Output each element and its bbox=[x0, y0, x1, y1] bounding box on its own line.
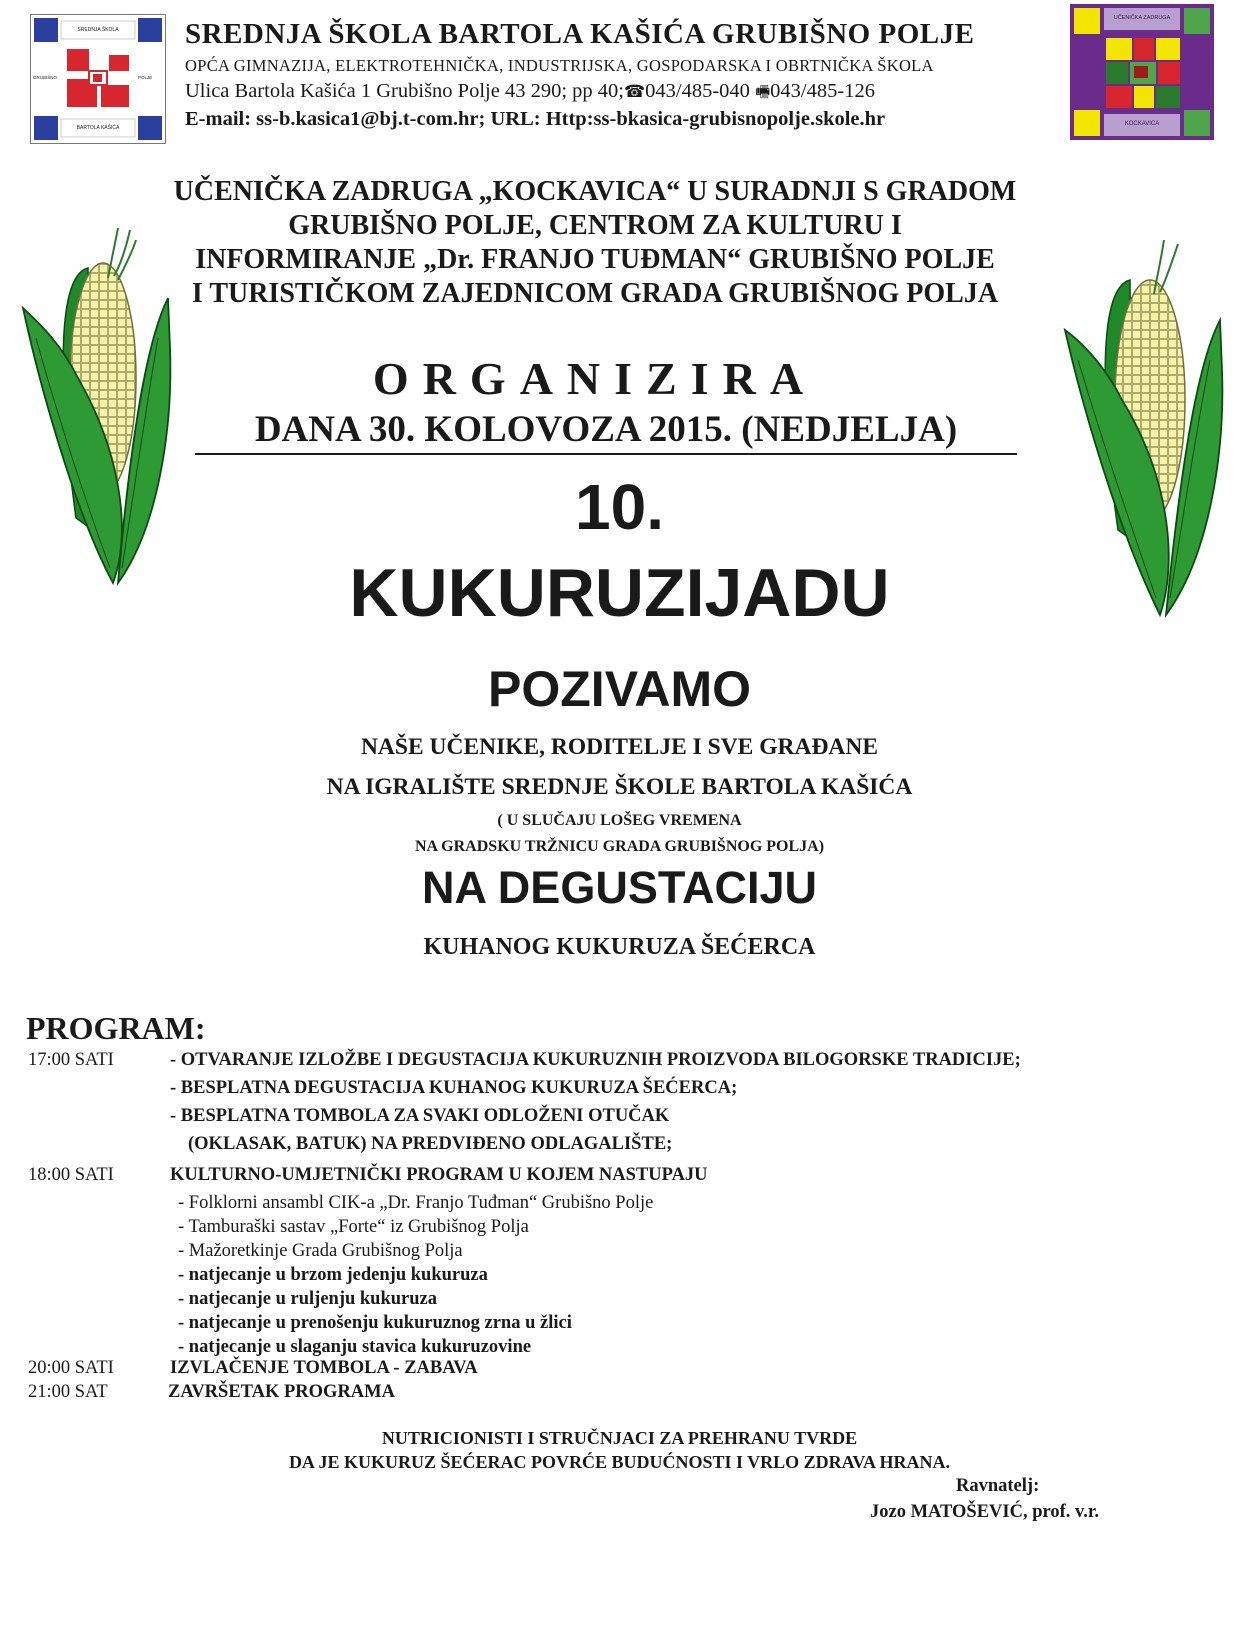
intro-line-1: UČENIČKA ZADRUGA „KOCKAVICA“ U SURADNJI S GRADOM bbox=[173, 176, 1017, 207]
school-types: OPĆA GIMNAZIJA, ELEKTROTEHNIČKA, INDUSTRIJSKA, GOSPODARSKA I OBRTNIČKA ŠKOLA bbox=[185, 56, 934, 75]
closing-line-1: NUTRICIONISTI I STRUČNJACI ZA PREHRANU TVRDE bbox=[381, 1428, 858, 1448]
intro-line-3: INFORMIRANJE „Dr. FRANJO TUĐMAN“ GRUBIŠNO POLJE bbox=[195, 244, 995, 275]
signature-name: Jozo MATOŠEVIĆ, prof. v.r. bbox=[870, 1502, 1100, 1522]
school-logo-left-text: GRUBIŠNO bbox=[33, 75, 58, 80]
fax-icon: 🖷 bbox=[755, 84, 771, 101]
school-logo-right-text: POLJE bbox=[138, 75, 153, 80]
pozivamo-heading: POZIVAMO bbox=[488, 661, 751, 717]
school-logo bbox=[30, 14, 166, 144]
kockavica-logo bbox=[1070, 4, 1214, 140]
program-item: ZAVRŠETAK PROGRAMA bbox=[168, 1382, 395, 1402]
program-item: - BESPLATNA DEGUSTACIJA KUHANOG KUKURUZA ŠEĆERCA; bbox=[170, 1078, 738, 1098]
time-20: 20:00 SATI bbox=[28, 1358, 114, 1378]
intro-line-4: I TURISTIČKOM ZAJEDNICOM GRADA GRUBIŠNOG POLJA bbox=[191, 278, 999, 309]
phone-number: 043/485-040 bbox=[645, 80, 750, 102]
kockavica-logo-top-text: UČENIČKA ZADRUGA bbox=[1113, 15, 1171, 21]
phone-icon: ☎ bbox=[623, 82, 646, 101]
invite-line-2: NA IGRALIŠTE SREDNJE ŠKOLE BARTOLA KAŠIĆA bbox=[326, 774, 913, 800]
fax-number: 043/485-126 bbox=[770, 80, 875, 102]
closing-line-2: DA JE KUKURUZ ŠEĆERAC POVRĆE BUDUĆNOSTI I VRLO ZDRAVA HRANA. bbox=[288, 1452, 951, 1472]
program-item: - OTVARANJE IZLOŽBE I DEGUSTACIJA KUKURUZNIH PROIZVODA BILOGORSKE TRADICIJE; bbox=[170, 1050, 1021, 1070]
degustacija-heading: NA DEGUSTACIJU bbox=[421, 862, 818, 913]
weather-note-1: ( U SLUČAJU LOŠEG VREMENA bbox=[497, 812, 742, 829]
performer-item: - Mažoretkinje Grada Grubišnog Polja bbox=[178, 1241, 463, 1261]
edition-number: 10. bbox=[575, 471, 664, 543]
event-date: DANA 30. KOLOVOZA 2015. (NEDJELJA) bbox=[195, 408, 1017, 455]
program-heading: PROGRAM: bbox=[26, 1010, 206, 1046]
intro-line-2: GRUBIŠNO POLJE, CENTROM ZA KULTURU I bbox=[288, 210, 902, 241]
organizira-heading: ORGANIZIRA bbox=[372, 353, 818, 404]
weather-note-2: NA GRADSKU TRŽNICU GRADA GRUBIŠNOG POLJA) bbox=[414, 838, 825, 855]
program-item: IZVLAČENJE TOMBOLA - ZABAVA bbox=[170, 1358, 478, 1378]
kockavica-logo-bottom-text: KOCKAVICA bbox=[1124, 121, 1160, 127]
time-17: 17:00 SATI bbox=[28, 1050, 114, 1070]
program-item: KULTURNO-UMJETNIČKI PROGRAM U KOJEM NASTUPAJU bbox=[170, 1165, 708, 1185]
performer-item: - Folklorni ansambl CIK-a „Dr. Franjo Tuđman“ Grubišno Polje bbox=[178, 1193, 654, 1213]
degustacija-subheading: KUHANOG KUKURUZA ŠEĆERCA bbox=[423, 934, 816, 960]
email-url-line: E-mail: ss-b.kasica1@bj.t-com.hr; URL: Http:ss-bkasica-grubisnopolje.skole.hr bbox=[185, 108, 886, 130]
school-name: SREDNJA ŠKOLA BARTOLA KAŠIĆA GRUBIŠNO POLJE bbox=[185, 18, 975, 50]
competition-item: - natjecanje u ruljenju kukuruza bbox=[178, 1289, 438, 1309]
program-item: (OKLASAK, BATUK) NA PREDVIĐENO ODLAGALIŠTE; bbox=[188, 1134, 673, 1154]
performer-item: - Tamburaški sastav „Forte“ iz Grubišnog Polja bbox=[178, 1217, 529, 1237]
address-text: Ulica Bartola Kašića 1 Grubišno Polje 43 290; pp 40; bbox=[185, 80, 624, 102]
invite-line-1: NAŠE UČENIKE, RODITELJE I SVE GRAĐANE bbox=[360, 734, 879, 760]
program-item: - BESPLATNA TOMBOLA ZA SVAKI ODLOŽENI OTUČAK bbox=[170, 1106, 670, 1126]
time-18: 18:00 SATI bbox=[28, 1165, 114, 1185]
event-title: KUKURUZIJADU bbox=[349, 555, 890, 631]
competition-item: - natjecanje u slaganju stavica kukuruzovine bbox=[178, 1337, 532, 1357]
school-logo-top-text: SREDNJA ŠKOLA bbox=[77, 27, 119, 33]
signature-role: Ravnatelj: bbox=[956, 1476, 1040, 1496]
school-logo-bottom-text: BARTOLA KAŠIĆA bbox=[76, 125, 120, 131]
competition-item: - natjecanje u prenošenju kukuruznog zrna u žlici bbox=[178, 1313, 572, 1333]
competition-item: - natjecanje u brzom jedenju kukuruza bbox=[178, 1265, 488, 1285]
time-21: 21:00 SAT bbox=[28, 1382, 108, 1402]
school-address bbox=[185, 80, 875, 108]
